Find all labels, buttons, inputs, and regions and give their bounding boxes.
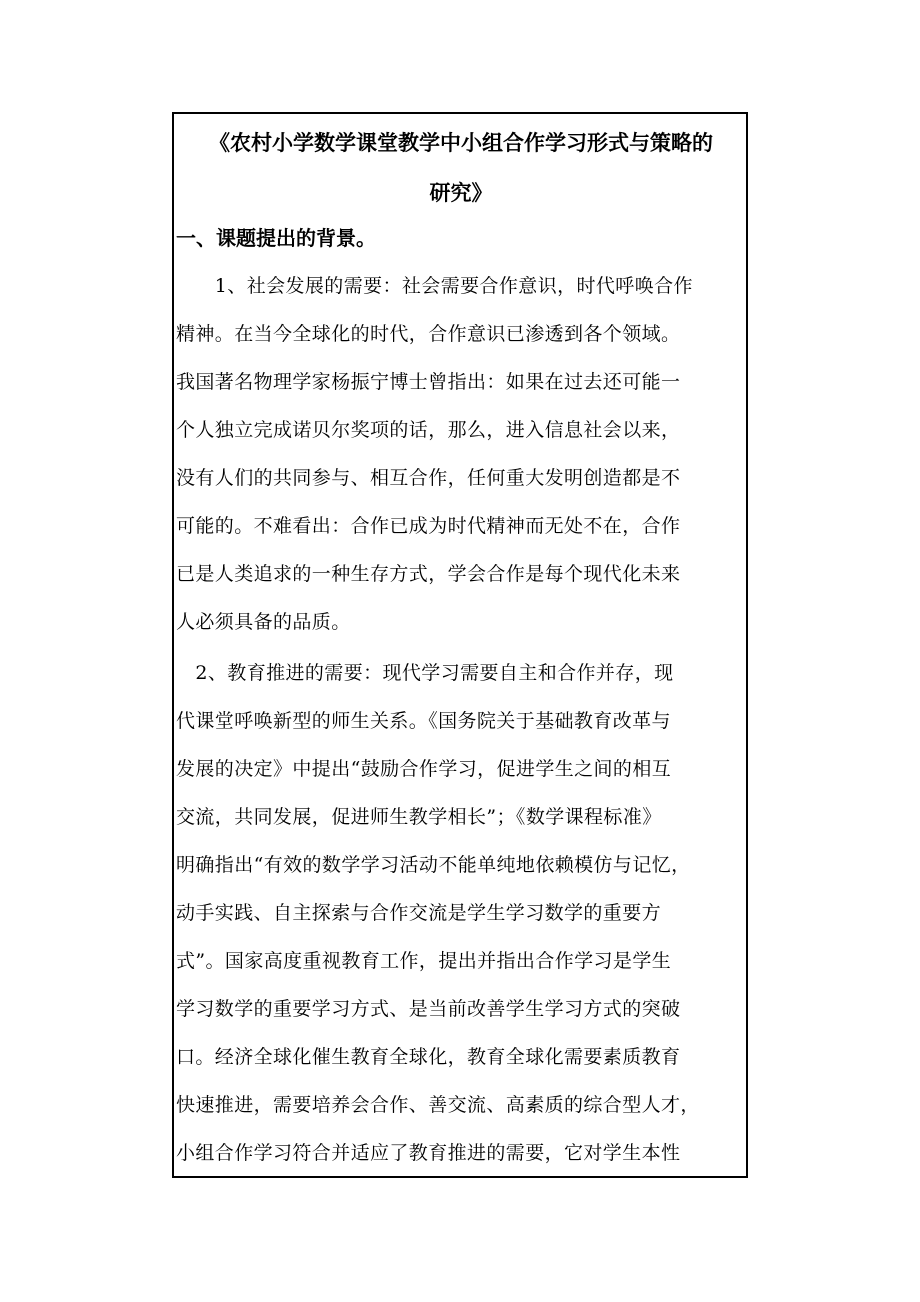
title-line-2: 研究》 xyxy=(429,180,493,205)
document-frame xyxy=(172,112,748,1178)
paragraph-line: 动手实践、自主探索与合作交流是学生学习数学的重要方 xyxy=(176,902,662,924)
paragraph-social-development xyxy=(174,262,746,646)
paragraph-education-advancement xyxy=(174,649,746,1177)
paragraph-line: 没有人们的共同参与、相互合作，任何重大发明创造都是不 xyxy=(176,467,681,489)
paragraph-line: 交流，共同发展，促进师生教学相长”；《数学课程标准》 xyxy=(176,806,662,828)
paragraph-line: 快速推进，需要培养会合作、善交流、高素质的综合型人才， xyxy=(176,1094,700,1116)
paragraph-line: 明确指出“有效的数学学习活动不能单纯地依赖模仿与记忆， xyxy=(176,854,691,876)
paragraph-line: 代课堂呼唤新型的师生关系。《国务院关于基础教育改革与 xyxy=(176,710,671,732)
section-heading: 一、课题提出的背景。 xyxy=(176,226,376,250)
paragraph-line: 精神。在当今全球化的时代，合作意识已渗透到各个领域。 xyxy=(176,323,681,345)
paragraph-line: 口。经济全球化催生教育全球化，教育全球化需要素质教育 xyxy=(176,1046,681,1068)
title-line-1: 《农村小学数学课堂教学中小组合作学习形式与策略的 xyxy=(209,130,713,155)
paragraph-line: 我国著名物理学家杨振宁博士曾指出：如果在过去还可能一 xyxy=(176,371,681,393)
paragraph-line: 已是人类追求的一种生存方式，学会合作是每个现代化未来 xyxy=(176,563,681,585)
paragraph-line: 发展的决定》中提出“鼓励合作学习，促进学生之间的相互 xyxy=(176,758,672,780)
paragraph-line: 小组合作学习符合并适应了教育推进的需要，它对学生本性 xyxy=(176,1142,681,1164)
document-title-continued xyxy=(174,166,746,220)
document-title xyxy=(174,116,746,170)
paragraph-line: 学习数学的重要学习方式、是当前改善学生学习方式的突破 xyxy=(176,998,681,1020)
paragraph-line: 1、社会发展的需要：社会需要合作意识，时代呼唤合作 xyxy=(176,275,693,297)
paragraph-line: 个人独立完成诺贝尔奖项的话，那么，进入信息社会以来， xyxy=(176,419,681,441)
paragraph-line: 可能的。不难看出：合作已成为时代精神而无处不在，合作 xyxy=(176,515,681,537)
paragraph-line: 2、教育推进的需要：现代学习需要自主和合作并存，现 xyxy=(176,662,674,684)
paragraph-line: 人必须具备的品质。 xyxy=(176,611,351,633)
paragraph-line: 式”。国家高度重视教育工作，提出并指出合作学习是学生 xyxy=(176,950,672,972)
